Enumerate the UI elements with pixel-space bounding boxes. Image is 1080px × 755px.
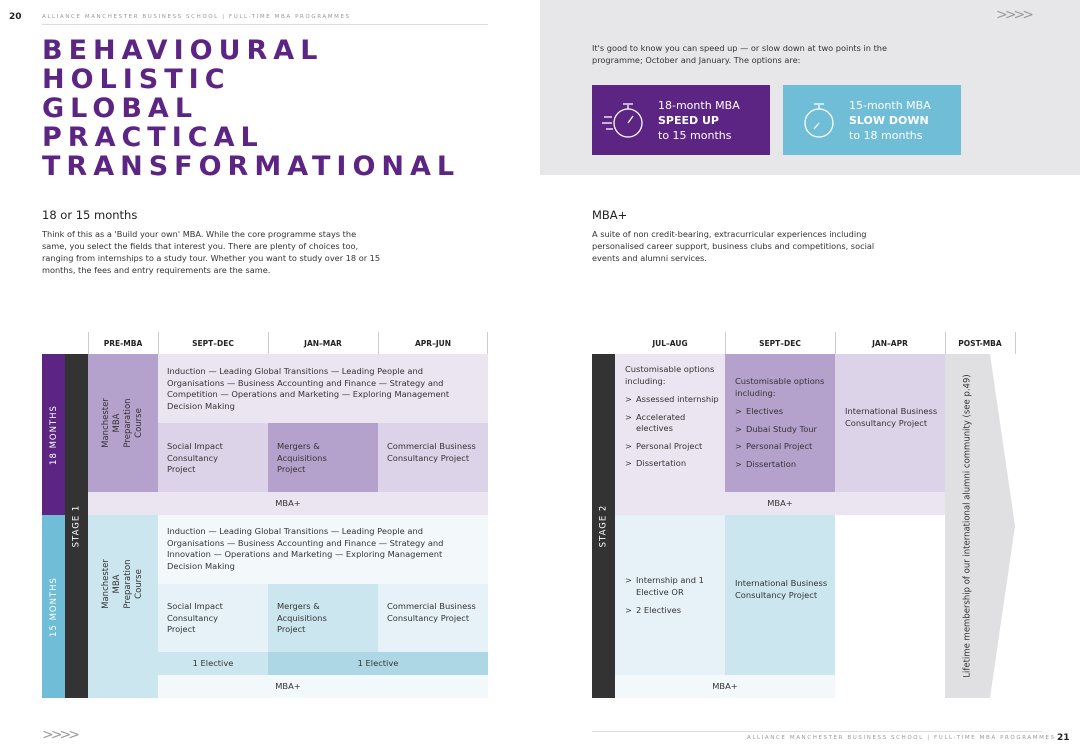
stopwatch-icon [600,95,650,145]
title-line: BEHAVIOURAL [42,35,324,66]
slow-card-line1: 15-month MBA [849,98,931,112]
col-header: PRE-MBA [103,339,143,348]
label-18-months: 18 MONTHS [48,404,59,465]
page-number-left: 20 [9,12,22,22]
customisable-label: Customisable options including: [735,376,825,398]
mbaplus-label: MBA+ [767,498,793,508]
core-modules-15: Induction — Leading Global Transitions — Leading People and Organisations — Business Accounting and Finance — Strategy and Innovation — Operations and Marketing — Exploring Management Decision Making [167,526,444,571]
section-heading-mbaplus: MBA+ [592,208,628,222]
option-item: > Dissertation [625,458,720,470]
customisable-label: Customisable options including: [625,364,715,386]
options-intro: It's good to know you can speed up — or slow down at two points in the programme; October and January. The options are: [592,43,888,65]
page-title [42,36,460,181]
section-body-duration: Think of this as a 'Build your own' MBA. While the core programme stays the same, you select the fields that interest you. There are plenty of choices too, ranging from internships to a study tour. Whether you want to study over 18 or 15 months, the fees and entry requirements are the same. [42,229,381,275]
title-line: PRACTICAL [42,122,264,153]
chevrons-icon: >>>> [996,7,1031,23]
option-item: > 2 Electives [625,605,720,617]
col-header: SEPT–DEC [759,339,801,348]
stage2-table [592,332,1022,698]
col-header: JAN–APR [872,339,908,348]
running-footer-right: ALLIANCE MANCHESTER BUSINESS SCHOOL | FULL-TIME MBA PROGRAMMES [747,735,1056,741]
julaug-options [625,364,720,476]
project-mergers: Mergers & Acquisitions Project [277,441,327,474]
option-item: > Internship and 1 Elective OR [625,575,720,598]
chevrons-icon: >>>> [42,727,77,743]
option-item: > Dissertation [735,459,830,471]
col-header: APR–JUN [415,339,451,348]
project-commercial: Commercial Business Consultancy Project [387,441,476,463]
header-rule-left [42,24,488,25]
col-header: JAN–MAR [304,339,342,348]
septdec-options [735,376,830,476]
footer-rule-right [592,731,1042,732]
mbaplus-label: MBA+ [275,498,301,508]
option-item: > Personal Project [735,441,830,453]
slow-card-line2: SLOW DOWN [849,113,929,127]
project-mergers: Mergers & Acquisitions Project [277,601,327,634]
title-line: HOLISTIC [42,64,231,95]
speed-card-line1: 18-month MBA [658,98,740,112]
elective-label: 1 Elective [357,658,399,668]
project-social-impact: Social Impact Consultancy Project [167,601,223,634]
running-header-left: ALLIANCE MANCHESTER BUSINESS SCHOOL | FULL-TIME MBA PROGRAMMES [42,14,351,20]
option-item: > Dubai Study Tour [735,424,830,436]
mbaplus-label: MBA+ [275,681,301,691]
speed-card-line3: to 15 months [658,128,732,142]
speed-card-line2: SPEED UP [658,113,719,127]
stage1-table [42,332,488,698]
option-item: > Personal Project [625,441,720,453]
elective-label: 1 Elective [192,658,234,668]
speed-up-card [592,85,770,155]
col-header: POST-MBA [958,339,1002,348]
page-number-right: 21 [1057,733,1070,743]
title-line: GLOBAL [42,93,199,124]
option-item: > Electives [735,406,830,418]
iba-project-18: International Business Consultancy Project [845,406,938,428]
prep-course-label: Manchester MBA Preparation Course [101,558,144,609]
post-mba-text: Lifetime membership of our international alumni community (see p.49) [962,374,973,678]
slow-card-line3: to 18 months [849,128,923,142]
julaug-15-options [625,575,720,623]
prep-course-label: Manchester MBA Preparation Course [101,398,144,448]
project-social-impact: Social Impact Consultancy Project [167,441,223,474]
col-header: JUL–AUG [652,339,688,348]
label-stage1: STAGE 1 [71,504,82,548]
slow-down-card [783,85,961,155]
mbaplus-label: MBA+ [712,681,738,691]
label-stage2: STAGE 2 [598,504,609,548]
label-15-months: 15 MONTHS [48,576,59,637]
section-body-mbaplus: A suite of non credit-bearing, extracurricular experiences including personalised career support, business clubs and competitions, social events and alumni services. [592,229,875,263]
option-item: > Accelerated electives [625,412,720,435]
col-header: SEPT–DEC [192,339,234,348]
project-commercial: Commercial Business Consultancy Project [387,601,476,623]
stopwatch-icon [791,95,841,145]
section-heading-duration: 18 or 15 months [42,208,138,222]
core-modules-18: Induction — Leading Global Transitions — Leading People and Organisations — Business Accounting and Finance — Strategy and Competition — Operations and Marketing — Exploring Management Decision Making [167,366,450,411]
option-item: > Assessed internship [625,394,720,406]
title-line: TRANSFORMATIONAL [42,151,461,182]
iba-project-15: International Business Consultancy Project [735,578,828,600]
